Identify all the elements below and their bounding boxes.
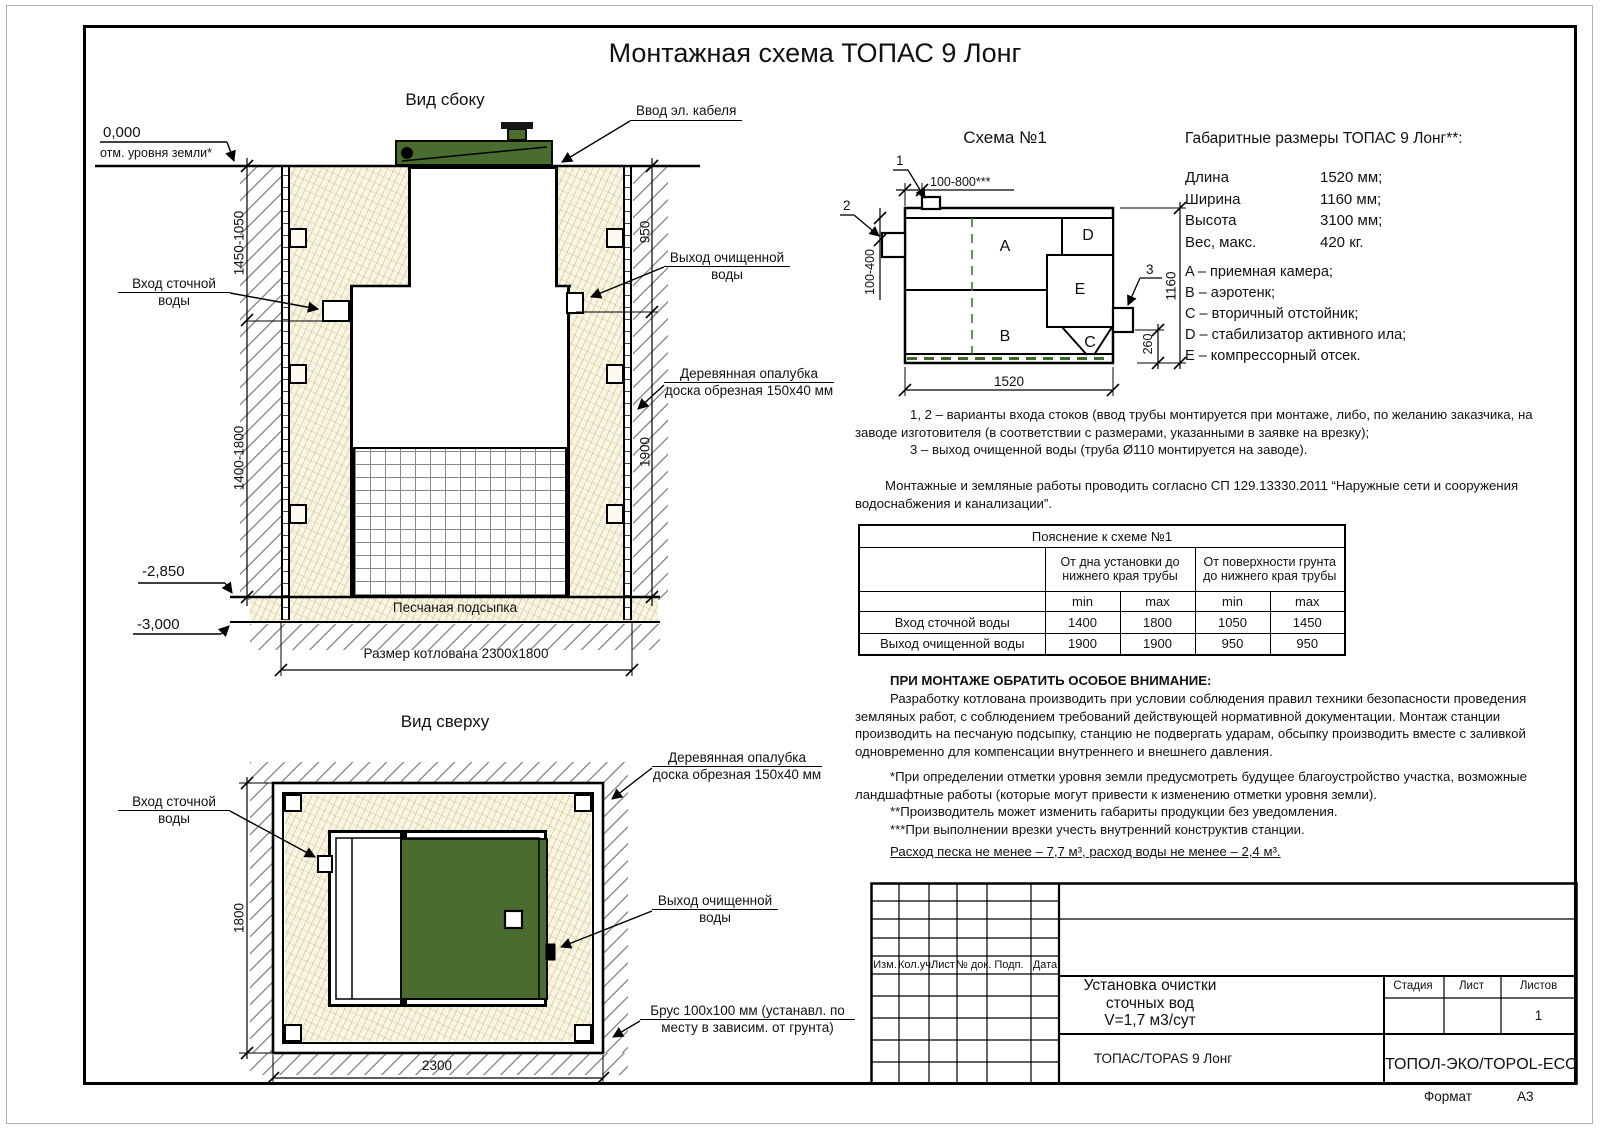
doc-name-line3: V=1,7 м3/сут — [1104, 1012, 1196, 1029]
inlet-label-line2: воды — [158, 293, 190, 308]
table-cell: 1900 — [1120, 633, 1195, 655]
schema-compartment-b: B — [999, 328, 1011, 345]
attention-footnote-1: *При определении отметки уровня земли предусмотреть будущее благоустройство участка, возможные ландшафтные работы (которые могут привести к изменению отметки уровня земли). — [855, 769, 1527, 802]
side-view-linework — [95, 121, 700, 676]
table-corner-cell — [859, 547, 1045, 591]
beam-label-line2: месту в зависим. от грунта) — [661, 1020, 834, 1035]
zero-elevation-label: 0,000 — [103, 124, 141, 141]
formwork-label-top — [652, 750, 822, 782]
beam-label-top — [640, 1003, 855, 1035]
elevation-minus-2850: -2,850 — [142, 563, 185, 580]
legend-item-e: E – компрессорный отсек. — [1185, 348, 1361, 364]
outlet-label-top — [652, 893, 778, 925]
variants-note-line2: 3 – выход очищенной воды (труба Ø110 монтируется на заводе). — [910, 442, 1308, 457]
table-row-name: Выход очищенной воды — [859, 633, 1045, 655]
stamp-col-list: Лист — [931, 959, 955, 971]
stamp-company-name: ТОПОЛ-ЭКО/TOPOL-ECO — [1385, 1056, 1578, 1073]
schema-dim-1520: 1520 — [993, 374, 1025, 389]
schema-dim-1160: 1160 — [1163, 271, 1179, 301]
consumption-note: Расход песка не менее – 7,7 м³, расход воды не менее – 2,4 м³. — [890, 844, 1281, 859]
page-title: Монтажная схема ТОПАС 9 Лонг — [608, 38, 1022, 68]
schema-compartment-d: D — [1082, 227, 1094, 244]
dim-1400-1800: 1400-1800 — [231, 425, 247, 491]
schema-explanation-table — [858, 524, 1346, 656]
dim-1900: 1900 — [637, 436, 653, 468]
legend-item-c: C – вторичный отстойник; — [1185, 306, 1359, 322]
table-max-header: max — [1270, 591, 1345, 611]
schema-1-linework — [840, 170, 1186, 396]
format-label: Формат — [1424, 1089, 1472, 1104]
dim-1450-1050: 1450-1050 — [231, 210, 247, 276]
spec-label-length: Длина — [1185, 169, 1229, 186]
schema-compartment-c: C — [1084, 334, 1096, 351]
table-cell: 1050 — [1195, 611, 1270, 633]
spec-value-height: 3100 мм; — [1320, 212, 1383, 229]
top-view-linework — [230, 768, 652, 1084]
beam-label-line1: Брус 100x100 мм (устанавл. по — [640, 1003, 855, 1020]
schema-marker-1: 1 — [896, 153, 904, 168]
side-view-heading: Вид сбоку — [405, 90, 485, 109]
attention-body: Разработку котлована производить при условии соблюдения правил техники безопасности проведения земляных работ, с соблюдением требований действующей нормативной документации. Монтаж станции производить на песчаную подсыпку, станцию не подвергать ударам, обсыпку производить вместе с заливкой одновременно для компенсации внутреннего и внешнего давления. — [855, 691, 1527, 759]
variants-note-line1: 1, 2 – варианты входа стоков (ввод трубы монтируется при монтаже, либо, по желанию заказчика, на заводе изготовителя (в соответствии с размерами, указанными в заявке на врезку); — [855, 407, 1533, 440]
schema-compartment-e: E — [1074, 281, 1086, 298]
schema-dim-100-800: 100-800*** — [930, 175, 991, 189]
table-title: Пояснение к схеме №1 — [859, 525, 1345, 547]
table-cell: 1450 — [1270, 611, 1345, 633]
spec-label-height: Высота — [1185, 212, 1237, 229]
spec-label-width: Ширина — [1185, 191, 1241, 208]
schema-dim-100-400: 100-400 — [863, 249, 877, 295]
schema-dim-260: 260 — [1141, 333, 1155, 355]
attention-heading: ПРИ МОНТАЖЕ ОБРАТИТЬ ОСОБОЕ ВНИМАНИЕ: — [890, 673, 1212, 688]
inlet-label-side — [118, 276, 230, 308]
table-cell: 1900 — [1045, 633, 1120, 655]
table-min-header: min — [1045, 591, 1120, 611]
stamp-col-koluch: Кол.уч. — [898, 959, 935, 971]
schema-marker-2: 2 — [843, 198, 851, 213]
outlet-label-side — [664, 250, 790, 282]
sp-standard-note: Монтажные и земляные работы проводить согласно СП 129.13330.2011 “Наружные сети и сооружения водоснабжения и канализации”. — [855, 478, 1519, 511]
stamp-stage-label: Стадия — [1393, 980, 1433, 992]
table-cell: 1400 — [1045, 611, 1120, 633]
outlet-label-line2: воды — [699, 910, 731, 925]
table-row — [859, 633, 1345, 655]
formwork-label-line1: Деревянная опалубка — [664, 366, 834, 383]
outlet-label-line1: Выход очищенной — [664, 250, 790, 267]
formwork-label-line1: Деревянная опалубка — [652, 750, 822, 767]
stamp-col-podp: Подп. — [994, 959, 1024, 971]
schema-compartment-a: A — [999, 238, 1011, 255]
table-row — [859, 611, 1345, 633]
outlet-label-line2: воды — [711, 267, 743, 282]
ground-level-note: отм. уровня земли* — [100, 146, 213, 160]
table-row-name: Вход сточной воды — [859, 611, 1045, 633]
attention-footnote-2: **Производитель может изменить габариты продукции без уведомления. — [890, 804, 1338, 819]
inlet-label-line1: Вход сточной — [118, 794, 230, 811]
spec-value-width: 1160 мм; — [1320, 191, 1382, 208]
attention-footnote-3: ***При выполнении врезки учесть внутренний конструктив станции. — [890, 822, 1305, 837]
schema-marker-3: 3 — [1146, 262, 1154, 277]
table-max-header: max — [1120, 591, 1195, 611]
table-cell: 1800 — [1120, 611, 1195, 633]
inlet-label-line1: Вход сточной — [118, 276, 230, 293]
spec-value-weight: 420 кг. — [1320, 234, 1364, 251]
stamp-model-name: ТОПАС/TOPAS 9 Лонг — [1093, 1051, 1233, 1066]
table-group2-header: От поверхности грунта до нижнего края трубы — [1195, 547, 1345, 591]
doc-name-line1: Установка очистки — [1083, 977, 1217, 994]
table-group1-header: От дна установки до нижнего края трубы — [1045, 547, 1195, 591]
top-view-heading: Вид сверху — [400, 712, 490, 731]
formwork-label-line2: доска обрезная 150x40 мм — [652, 767, 822, 782]
cable-entry-label: Ввод эл. кабеля — [630, 103, 742, 121]
formwork-label-side — [664, 366, 834, 398]
stamp-sheets-label: Листов — [1519, 980, 1558, 992]
stamp-col-ndok: № док. — [956, 959, 992, 971]
variants-note — [855, 406, 1540, 459]
stamp-col-izm: Изм. — [873, 959, 897, 971]
inlet-label-line2: воды — [158, 811, 190, 826]
legend-item-b: B – аэротенк; — [1185, 285, 1275, 301]
elevation-minus-3000: -3,000 — [137, 616, 180, 633]
stamp-sheets-value: 1 — [1534, 1008, 1543, 1023]
format-value: А3 — [1517, 1089, 1534, 1104]
dim-950: 950 — [637, 220, 653, 244]
stamp-doc-name — [1040, 977, 1260, 1030]
dim-2300: 2300 — [421, 1058, 453, 1073]
table-empty-cell — [859, 591, 1045, 611]
doc-name-line2: сточных вод — [1105, 994, 1195, 1012]
sand-bedding-label: Песчаная подсыпка — [392, 600, 518, 615]
formwork-label-line2: доска обрезная 150x40 мм — [664, 383, 834, 398]
table-min-header: min — [1195, 591, 1270, 611]
table-cell: 950 — [1195, 633, 1270, 655]
stamp-col-data: Дата — [1032, 959, 1058, 971]
spec-label-weight: Вес, макс. — [1185, 234, 1257, 251]
table-cell: 950 — [1270, 633, 1345, 655]
inlet-label-top — [118, 794, 230, 826]
specs-heading: Габаритные размеры ТОПАС 9 Лонг**: — [1185, 130, 1463, 147]
pit-size-label: Размер котлована 2300x1800 — [363, 646, 549, 661]
legend-item-a: A – приемная камера; — [1185, 264, 1333, 280]
outlet-label-line1: Выход очищенной — [652, 893, 778, 910]
schema-heading: Схема №1 — [963, 128, 1047, 147]
spec-value-length: 1520 мм; — [1320, 169, 1383, 186]
dim-1800: 1800 — [231, 902, 247, 934]
legend-item-d: D – стабилизатор активного ила; — [1185, 327, 1407, 343]
stamp-sheet-label: Лист — [1459, 980, 1484, 992]
